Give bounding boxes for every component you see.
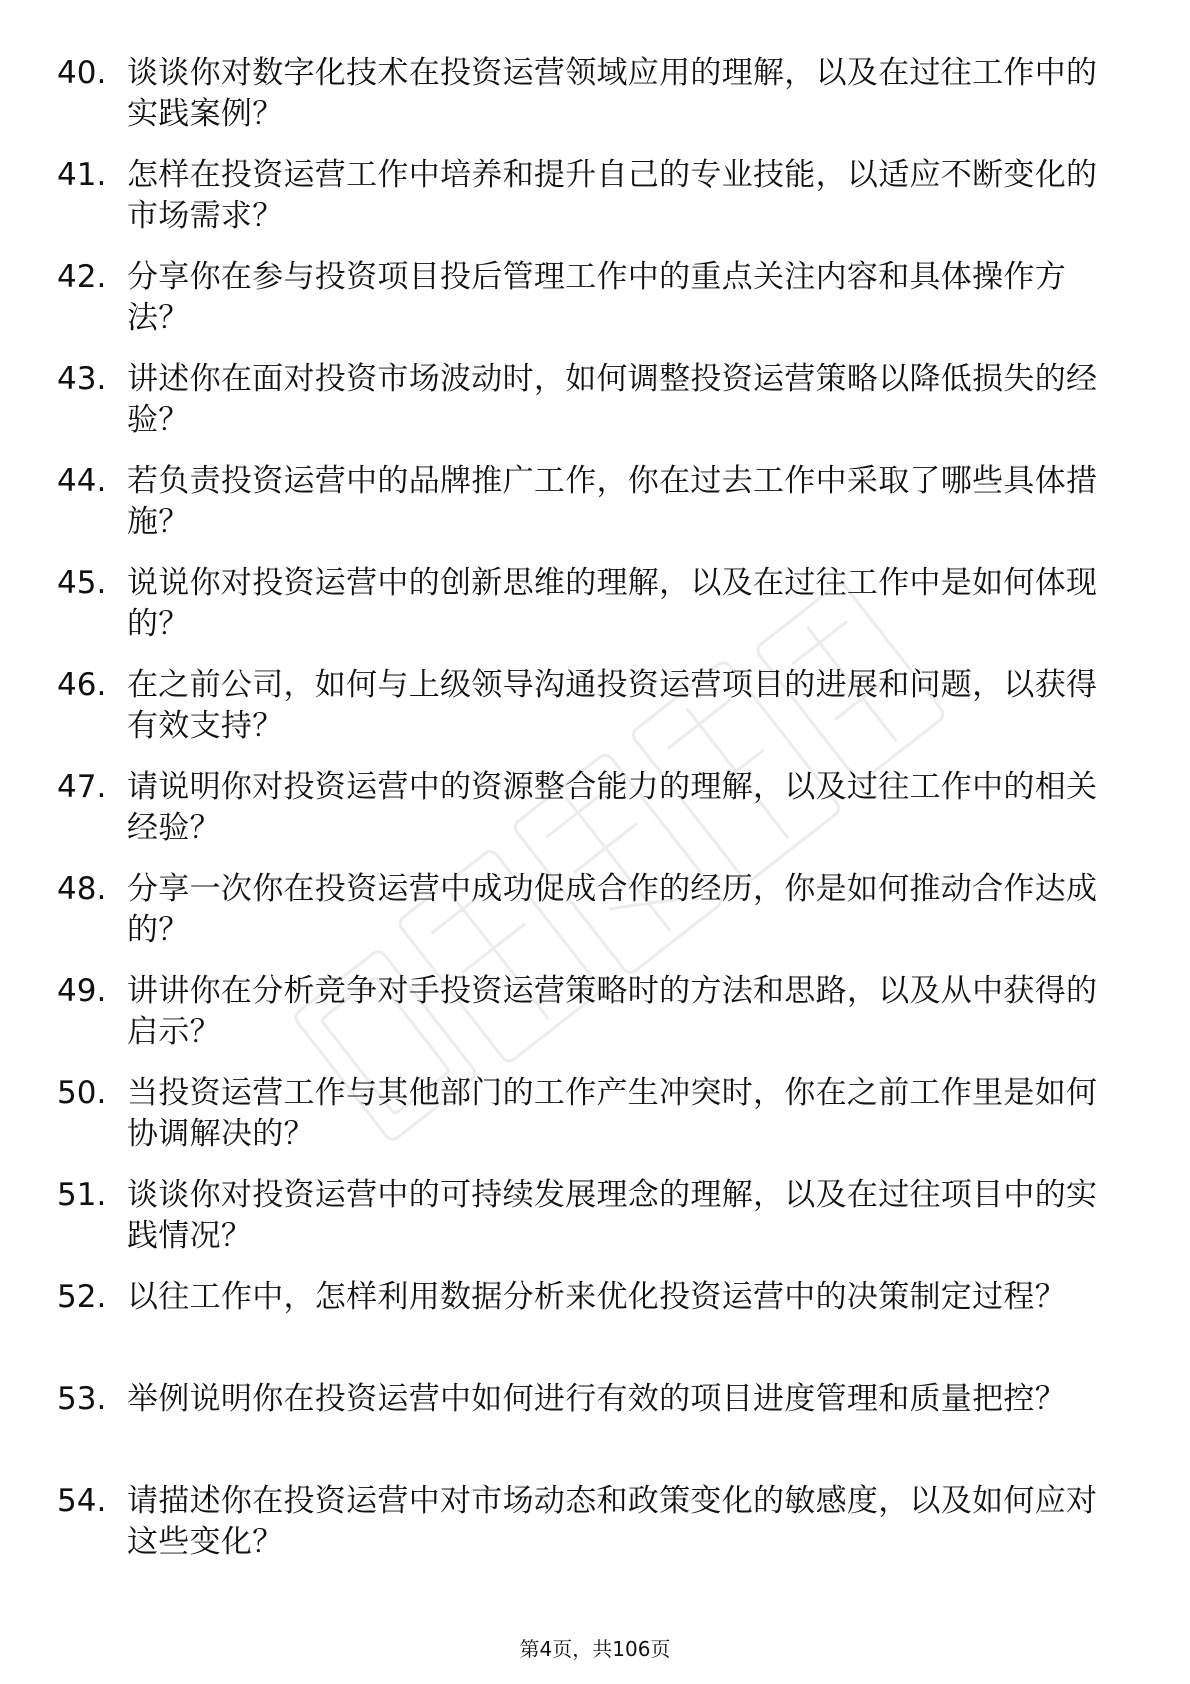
question-number: 40. xyxy=(57,55,107,91)
question-text: 若负责投资运营中的品牌推广工作，你在过去工作中采取了哪些具体措施？ xyxy=(127,463,1098,540)
question-text: 怎样在投资运营工作中培养和提升自己的专业技能，以适应不断变化的市场需求？ xyxy=(127,157,1098,234)
list-item xyxy=(57,767,1117,869)
list-item xyxy=(57,1277,1117,1379)
question-number: 54. xyxy=(57,1483,107,1519)
question-list xyxy=(57,53,1117,1583)
question-number: 50. xyxy=(57,1075,107,1111)
question-number: 43. xyxy=(57,361,107,397)
question-text: 谈谈你对数字化技术在投资运营领域应用的理解，以及在过往工作中的实践案例？ xyxy=(127,55,1098,132)
question-text: 说说你对投资运营中的创新思维的理解，以及在过往工作中是如何体现的？ xyxy=(127,565,1098,642)
list-item xyxy=(57,155,1117,257)
list-item xyxy=(57,53,1117,155)
list-item xyxy=(57,1379,1117,1481)
page-footer xyxy=(0,1636,1190,1662)
question-number: 42. xyxy=(57,259,107,295)
question-number: 45. xyxy=(57,565,107,601)
list-item xyxy=(57,1175,1117,1277)
question-number: 41. xyxy=(57,157,107,193)
question-text: 在之前公司，如何与上级领导沟通投资运营项目的进展和问题，以获得有效支持？ xyxy=(127,667,1098,744)
list-item xyxy=(57,1481,1117,1583)
page-number-label: 第4页，共106页 xyxy=(519,1637,671,1661)
question-number: 53. xyxy=(57,1381,107,1417)
list-item xyxy=(57,461,1117,563)
question-text: 谈谈你对投资运营中的可持续发展理念的理解，以及在过往项目中的实践情况？ xyxy=(127,1177,1098,1254)
question-text: 当投资运营工作与其他部门的工作产生冲突时，你在之前工作里是如何协调解决的？ xyxy=(127,1075,1098,1152)
question-text: 以往工作中，怎样利用数据分析来优化投资运营中的决策制定过程？ xyxy=(127,1279,1066,1315)
question-text: 举例说明你在投资运营中如何进行有效的项目进度管理和质量把控？ xyxy=(127,1381,1066,1417)
list-item xyxy=(57,359,1117,461)
list-item xyxy=(57,1073,1117,1175)
question-text: 讲述你在面对投资市场波动时，如何调整投资运营策略以降低损失的经验？ xyxy=(127,361,1098,438)
question-number: 52. xyxy=(57,1279,107,1315)
list-item xyxy=(57,665,1117,767)
question-number: 46. xyxy=(57,667,107,703)
list-item xyxy=(57,869,1117,971)
question-text: 讲讲你在分析竞争对手投资运营策略时的方法和思路，以及从中获得的启示？ xyxy=(127,973,1098,1050)
question-number: 44. xyxy=(57,463,107,499)
list-item xyxy=(57,971,1117,1073)
question-number: 49. xyxy=(57,973,107,1009)
list-item xyxy=(57,257,1117,359)
question-number: 48. xyxy=(57,871,107,907)
list-item xyxy=(57,563,1117,665)
question-text: 请描述你在投资运营中对市场动态和政策变化的敏感度，以及如何应对这些变化？ xyxy=(127,1483,1098,1560)
question-text: 分享一次你在投资运营中成功促成合作的经历，你是如何推动合作达成的？ xyxy=(127,871,1098,948)
question-number: 47. xyxy=(57,769,107,805)
question-text: 分享你在参与投资项目投后管理工作中的重点关注内容和具体操作方法？ xyxy=(127,259,1066,336)
question-text: 请说明你对投资运营中的资源整合能力的理解，以及过往工作中的相关经验？ xyxy=(127,769,1098,846)
question-number: 51. xyxy=(57,1177,107,1213)
